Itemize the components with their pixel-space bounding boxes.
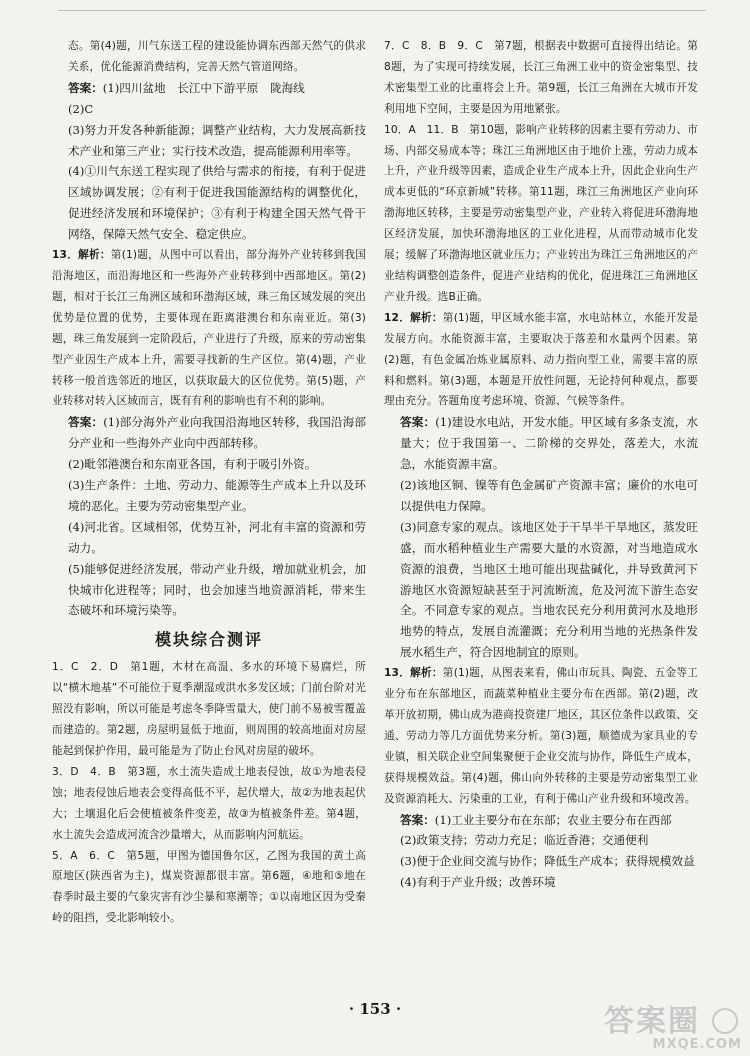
left-column <box>52 36 366 929</box>
answer-line <box>52 412 366 454</box>
answer-line: (3)努力开发各种新能源；调整产业结构，大力发展高新技术产业和第三产业；实行技术改造，提高能源利用率等。 <box>68 122 366 158</box>
answer-line: (2)毗邻港澳台和东南亚各国，有利于吸引外资。 <box>68 457 317 472</box>
answer-label: 答案： <box>400 812 435 827</box>
page-number: · 153 · <box>348 1000 402 1018</box>
answer-label: 答案： <box>68 80 103 95</box>
watermark-logo <box>604 1006 744 1052</box>
explanation-text: 第(1)题，从图表来看，佛山市玩具、陶瓷、五金等工业分布在东部地区，而蔬菜种植业主要分布在西部。第(2)题，改革开放初期，佛山成为港商投资建厂地区，其区位条件以政策、交通、劳动力等几方面优势来分析。第(3)题，顺德成为家具业的专业镇，相关联企业空间集聚便于企业交流与协作，降低生产成本，获得规模效益。第(4)题，佛山向外转移的主要是劳动密集型工业及资源消耗大、污染重的工业，有利于佛山产业升级和环境改善。 <box>384 667 698 805</box>
top-rule <box>58 10 706 11</box>
answer-line <box>384 412 698 475</box>
paragraph: 态。第(4)题，川气东送工程的建设能协调东西部天然气的供求关系，优化能源消费结构，完善天然气管道网络。 <box>68 40 366 73</box>
answer-line: (5)能够促进经济发展，带动产业升级，增加就业机会，加快城市化进程等；同时，也会加速当地资源消耗，带来生态破坏和环境污染等。 <box>68 561 366 618</box>
watermark-main: 答案圈 <box>604 1004 700 1039</box>
explanation-label: 13．解析： <box>384 667 443 680</box>
question-13-explanation <box>384 663 698 809</box>
exercise-explanation: 5．A 6．C 第5题，甲图为德国鲁尔区，乙图为我国的黄土高原地区(陕西省为主)，煤炭资源都很丰富。第6题，④地和⑤地在春季时最主要的气象灾害有沙尘暴和寒潮等；①以南地区因为受秦岭的阻挡，受北影响较小。 <box>52 849 366 925</box>
answer-text: (1)工业主要分布在东部；农业主要分布在西部 <box>434 812 672 827</box>
right-column <box>384 36 698 893</box>
answer-line <box>384 810 698 831</box>
exercise-explanation: 7．C 8．B 9．C 第7题，根据表中数据可直接得出结论。第8题，为了实现可持续发展，长江三角洲工业中的资金密集型、技术密集型工业的比重将会上升。第9题，长江三角洲在大城市开发利用地下空间，主要是因为用地紧张。 <box>384 40 698 115</box>
answer-line: (4)①川气东送工程实现了供给与需求的衔接，有利于促进区域协调发展；②有利于促进我国能源结构的调整优化，促进经济发展和环境保护；③有利于构建全国天然气骨干网络，保障天然气安全、稳定供应。 <box>68 164 366 242</box>
exercise-explanation: 10．A 11．B 第10题，影响产业转移的因素主要有劳动力、市场、内部交易成本等；珠江三角洲地区由于地价上涨，劳动力成本上升，产业升级等因素，造成企业生产成本上升，因此企业向生产成本更低的“环京新城”转移。第11题，珠江三角洲地区产业向环渤海地区转移，主要是劳动密集型产业，产业转入将促进环渤海地区经济发展，加快环渤海地区的工业化进程，从而带动城市化发展；缓解了环渤海地区就业压力；产业转出为珠江三角洲地区的产业结构调整创造条件，促进产业结构的优化，促进珠江三角洲地区产业升级。选B正确。 <box>384 123 699 303</box>
answer-text: (1)部分海外产业向我国沿海地区转移，我国沿海部分产业和一些海外产业向中西部转移。 <box>68 415 366 451</box>
answer-text: (1)建设水电站，开发水能。甲区域有多条支流，水量大；位于我国第一、二阶梯的交界处，落差大，水流急，水能资源丰富。 <box>400 415 698 472</box>
answer-line: (3)便于企业间交流与协作；降低生产成本；获得规模效益 <box>400 854 695 869</box>
question-12-explanation <box>384 308 698 413</box>
question-13-explanation <box>52 245 366 412</box>
answer-label: 答案： <box>400 415 436 430</box>
explanation-label: 12．解析： <box>384 311 443 324</box>
answer-line <box>52 78 366 99</box>
section-title: 模块综合测评 <box>154 630 263 650</box>
answer-line: (4)河北省。区域相邻，优势互补，河北有丰富的资源和劳动力。 <box>68 519 366 555</box>
answer-line: (2)政策支持；劳动力充足；临近香港；交通便利 <box>400 833 649 848</box>
answer-text: (1)四川盆地 长江中下游平原 陇海线 <box>102 80 305 95</box>
explanation-text: 第(1)题，甲区域水能丰富，水电站林立，水能开发是发展方向。水能资源丰富，主要取决于落差和水量两个因素。第(2)题，有色金属冶炼业属原料、动力指向型工业，需要丰富的原料和燃料。第(3)题，本题是开放性问题，无论持何种观点，都要理由充分。答题角度考虑环境、资源、气候等条件。 <box>384 311 698 408</box>
answer-line: (2)C <box>68 101 94 116</box>
answer-line: (4)有利于产业升级；改善环境 <box>400 875 556 890</box>
answer-line: (3)同意专家的观点。该地区处于干旱半干旱地区，蒸发旺盛，而水稻种植业生产需要大量的水资源，对当地造成水资源的浪费，当地区土地可能出现盐碱化，并导致黄河下游地区水资源短缺甚至于河流断流，危及河流下游生态安全。不同意专家的观点。当地农民充分利用黄河水及地形地势的特点，发展自流灌溉；充分利用当地的光热条件发展水稻生产，符合因地制宜的原则。 <box>400 519 698 660</box>
explanation-label: 13．解析： <box>52 249 111 262</box>
explanation-text: 第(1)题，从图中可以看出，部分海外产业转移到我国沿海地区，而沿海地区和一些海外产业转移到中西部地区。第(2)题，相对于长江三角洲区域和环渤海区域，珠三角区域发展的突出优势是位置的优势，主要体现在距离港澳台和东南亚近。第(3)题，珠三角发展到一定阶段后，产业进行了升级，原来的劳动密集型产业因生产成本上升，需要寻找新的生产区位。第(4)题，产业转移一般首选邻近的地区，以获取最大的区位优势。第(5)题，产业转移对转入区域而言，既有有利的影响也有不利的影响。 <box>52 249 366 408</box>
seal-icon <box>712 1008 738 1034</box>
answer-line: (3)生产条件：土地、劳动力、能源等生产成本上升以及环境的恶化。主要为劳动密集型产业。 <box>68 478 366 513</box>
exercise-explanation: 3．D 4．B 第3题，水土流失造成土地表侵蚀，故①为地表侵蚀；地表侵蚀后地表会变得高低不平，起伏增大，故②为地表起伏大；土壤退化后会使植被条件变差，故③为植被条件差。第4题，水土流失会造成河流含沙量增大，从而影响内河航运。 <box>52 765 366 841</box>
exercise-explanation: 1．C 2．D 第1题，木材在高温、多水的环境下易腐烂，所以“横木地基”不可能位于夏季潮湿或洪水多发区域；门前台阶对光照没有影响，所以可能是考虑冬季降雪量大，使门前不易被雪覆盖而建造的。第2题，房屋明显低于地面，则周围的较高地面对房屋能起到保护作用，最可能是为了防止台风对房屋的破坏。 <box>52 661 366 757</box>
watermark-sub: MXQE.COM <box>652 1037 742 1052</box>
answer-line: (2)该地区铜、镍等有色金属矿产资源丰富；廉价的水电可以提供电力保障。 <box>400 478 698 513</box>
answer-label: 答案： <box>68 415 104 430</box>
